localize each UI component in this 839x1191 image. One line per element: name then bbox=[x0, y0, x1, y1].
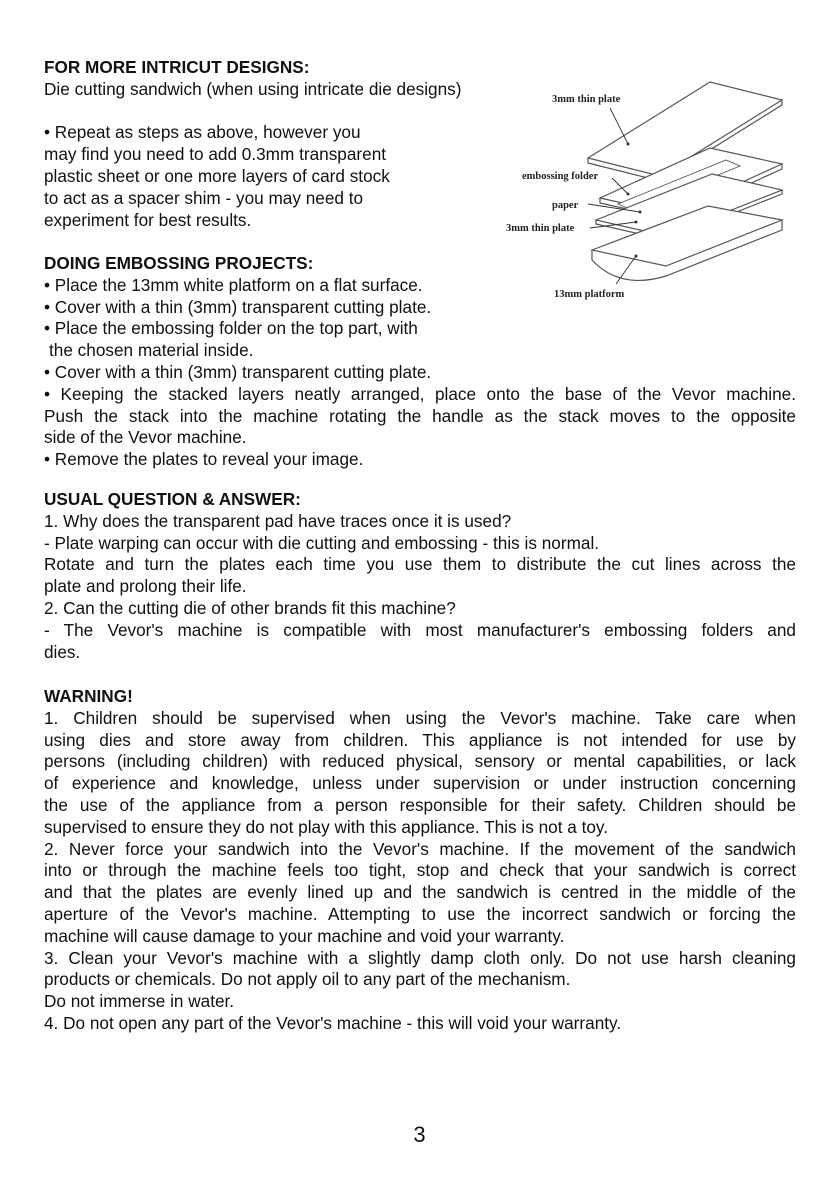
warning-line: into or through the machine feels too tight, stop and check that your sandwich is correct bbox=[44, 860, 796, 881]
qa-line: - Plate warping can occur with die cutting and embossing - this is normal. bbox=[44, 532, 600, 553]
label-top-plate: 3mm thin plate bbox=[552, 94, 621, 105]
warning-line: products or chemicals. Do not apply oil to any part of the mechanism. bbox=[44, 969, 571, 990]
warning-line: aperture of the Vevor's machine. Attempting to use the incorrect sandwich or forcing the bbox=[44, 903, 796, 924]
intricate-line: • Repeat as steps as above, however you bbox=[44, 122, 361, 143]
intricate-heading: FOR MORE INTRICUT DESIGNS: bbox=[44, 57, 310, 77]
warning-line: machine will cause damage to your machine and void your warranty. bbox=[44, 925, 565, 946]
spacer bbox=[44, 101, 514, 123]
warning-line: 1. Children should be supervised when using the Vevor's machine. Take care when bbox=[44, 707, 796, 728]
embossing-line: • Remove the plates to reveal your image. bbox=[44, 449, 364, 470]
warning-line: persons (including children) with reduced physical, sensory or mental capabilities, or lack bbox=[44, 751, 796, 772]
section-embossing bbox=[44, 253, 796, 471]
leader-dot bbox=[635, 221, 638, 224]
warning-line: using dies and store away from children. This appliance is not intended for use by bbox=[44, 729, 796, 750]
embossing-line: • Cover with a thin (3mm) transparent cutting plate. bbox=[44, 296, 432, 317]
section-intricate bbox=[44, 57, 514, 231]
qa-line: dies. bbox=[44, 641, 81, 662]
warning-line: the use of the appliance from a person responsible for their safety. Children should be bbox=[44, 794, 796, 815]
embossing-line: • Keeping the stacked layers neatly arranged, place onto the base of the Vevor machine. bbox=[44, 383, 796, 404]
section-qa bbox=[44, 489, 796, 663]
qa-line: plate and prolong their life. bbox=[44, 576, 247, 597]
warning-heading: WARNING! bbox=[44, 686, 133, 706]
leader-dot bbox=[627, 143, 630, 146]
warning-line: supervised to ensure they do not play with this appliance. This is not a toy. bbox=[44, 816, 609, 837]
intricate-line: experiment for best results. bbox=[44, 209, 252, 230]
intricate-subtitle: Die cutting sandwich (when using intricate die designs) bbox=[44, 78, 462, 99]
qa-line: - The Vevor's machine is compatible with most manufacturer's embossing folders and bbox=[44, 619, 796, 640]
leader-dot bbox=[627, 193, 630, 196]
embossing-line: • Place the 13mm white platform on a flat surface. bbox=[44, 274, 423, 295]
embossing-line: the chosen material inside. bbox=[49, 340, 254, 361]
label-bottom-plate: 3mm thin plate bbox=[506, 223, 575, 234]
embossing-heading: DOING EMBOSSING PROJECTS: bbox=[44, 253, 314, 273]
embossing-line: Push the stack into the machine rotating the handle as the stack moves to the opposite bbox=[44, 405, 796, 426]
section-warning bbox=[44, 686, 796, 1035]
warning-line: 4. Do not open any part of the Vevor's machine - this will void your warranty. bbox=[44, 1012, 622, 1033]
warning-line: and that the plates are evenly lined up and the sandwich is centred in the middle of the bbox=[44, 882, 796, 903]
qa-line: 1. Why does the transparent pad have traces once it is used? bbox=[44, 510, 512, 531]
label-embossing-folder: embossing folder bbox=[522, 171, 599, 182]
warning-line: of experience and knowledge, unless under supervision or under instruction concerning bbox=[44, 773, 796, 794]
page-number: 3 bbox=[413, 1122, 426, 1147]
intricate-line: plastic sheet or one more layers of card stock bbox=[44, 165, 390, 186]
intricate-line: may find you need to add 0.3mm transparent bbox=[44, 144, 387, 165]
intricate-line: to act as a spacer shim - you may need to bbox=[44, 187, 364, 208]
embossing-line: • Cover with a thin (3mm) transparent cutting plate. bbox=[44, 361, 432, 382]
warning-line: 2. Never force your sandwich into the Vevor's machine. If the movement of the sandwich bbox=[44, 838, 796, 859]
label-paper: paper bbox=[552, 200, 579, 211]
label-platform: 13mm platform bbox=[554, 289, 625, 300]
qa-line: 2. Can the cutting die of other brands fit this machine? bbox=[44, 597, 456, 618]
embossing-line: • Place the embossing folder on the top part, with bbox=[44, 318, 418, 339]
warning-line: 3. Clean your Vevor's machine with a slightly damp cloth only. Do not use harsh cleaning bbox=[44, 947, 796, 968]
qa-line: Rotate and turn the plates each time you use them to distribute the cut lines across the bbox=[44, 554, 796, 575]
embossing-line: side of the Vevor machine. bbox=[44, 427, 247, 448]
qa-heading: USUAL QUESTION & ANSWER: bbox=[44, 489, 301, 509]
leader-dot bbox=[639, 211, 642, 214]
warning-line: Do not immerse in water. bbox=[44, 991, 235, 1012]
